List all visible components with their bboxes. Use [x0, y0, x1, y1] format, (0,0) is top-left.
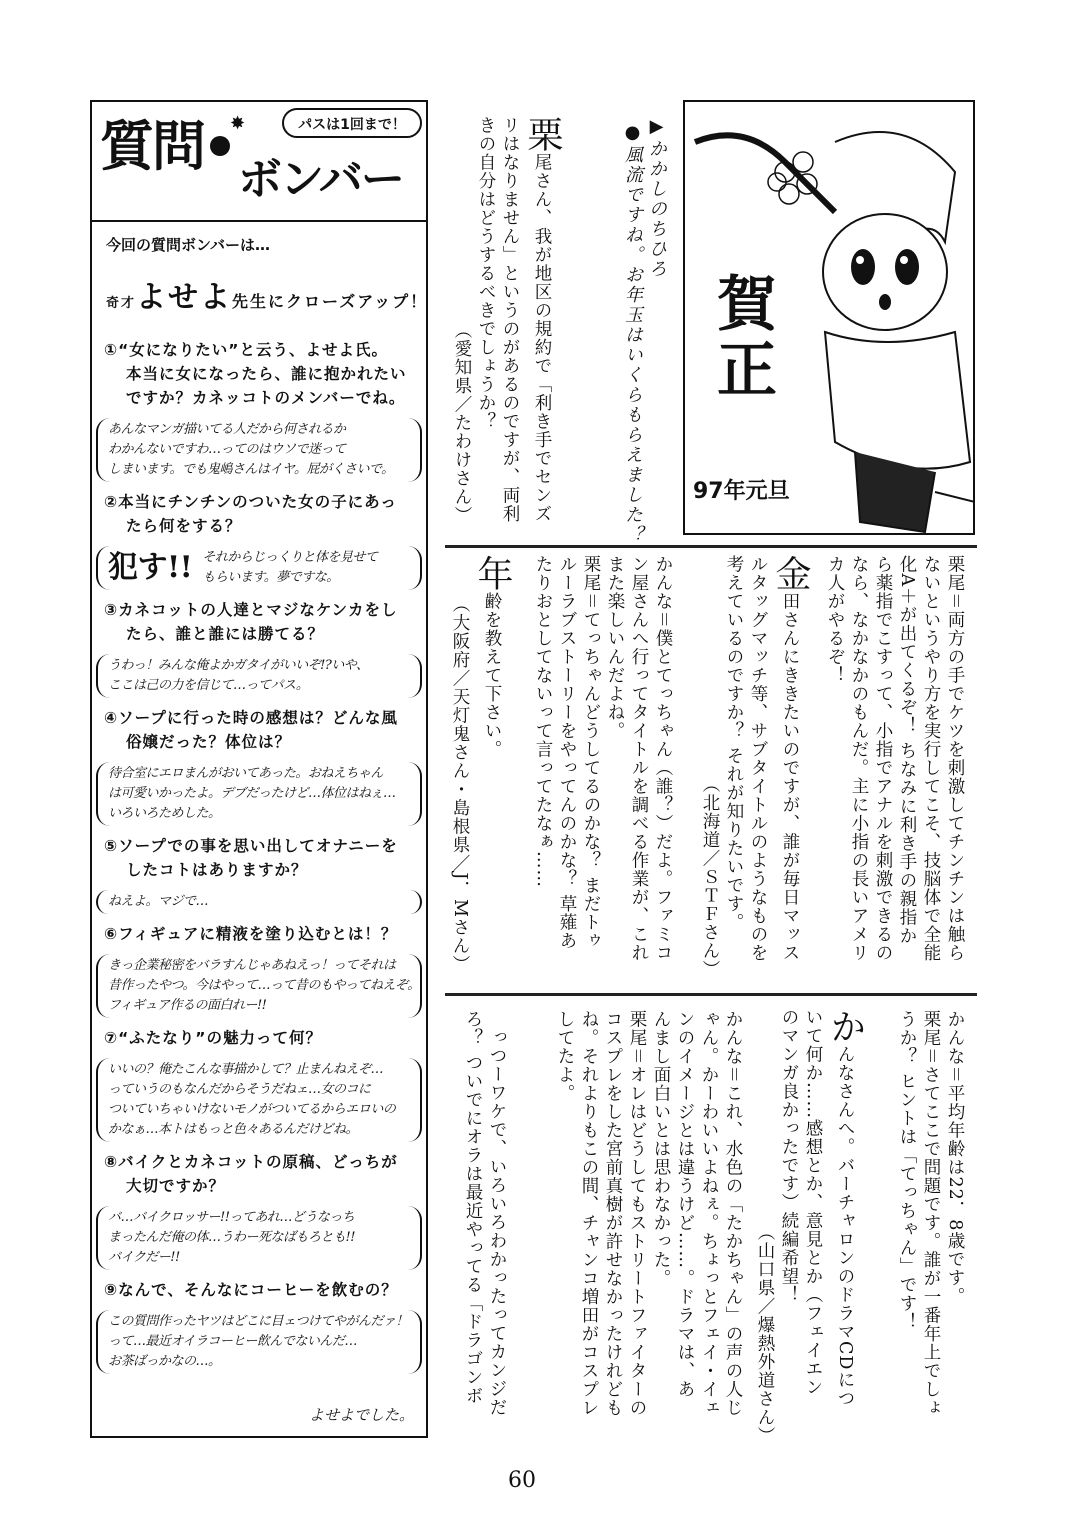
text-column: ろ？ ついでにオラは最近やってる「ドラゴンボ	[463, 1010, 483, 1406]
text-column: なら、なかなかのもんだ。主に小指の長いアメリ	[849, 555, 869, 962]
answer-line: いろいろためした。	[108, 806, 221, 821]
answer-line: って…最近オイラコーヒー飲んでないんだ…	[108, 1334, 357, 1349]
answer-line: わかんないですわ…ってのはウソで迷って	[108, 442, 346, 457]
question-bomber-box	[90, 100, 428, 1438]
answer-line: うわっ！みんな俺よかガタイがいいぞ!?いや、	[108, 658, 369, 673]
answer-line: バイクだー!!	[108, 1250, 180, 1265]
answer-line: ねえよ。マジで…	[108, 894, 209, 909]
drop-initial: か	[825, 1008, 866, 1045]
bomb-icon	[210, 136, 230, 156]
text-column: うか？ ヒントは「てっちゃん」です！	[897, 1010, 917, 1332]
question-line: たら、誰と誰には勝てる？	[126, 625, 325, 643]
answer	[96, 1206, 422, 1270]
answer-text	[108, 1312, 412, 1372]
drop-initial: 金	[770, 555, 811, 592]
closeup-line	[106, 280, 428, 322]
question-line: ①“女になりたい”と云う、よせよ氏。	[104, 341, 388, 359]
text-column: 栗尾＝両方の手でケツを刺激してチンチンは触ら	[945, 555, 965, 962]
answer-line: もらいます。夢ですな。	[202, 570, 339, 585]
text-column: また楽しいんだよね。	[605, 555, 625, 740]
letter-line	[825, 1008, 865, 1445]
question-line: ③カネコットの人達とマジなケンカをし	[104, 601, 398, 619]
spark-icon: ✸	[230, 113, 246, 134]
answer-line: っていうのもなんだからそうだねェ…女のコに	[108, 1082, 371, 1097]
answer-2	[531, 555, 675, 962]
answer-3	[895, 1010, 967, 1417]
letter-text: 尾さん、我が地区の規約で「利き手でセンズ	[532, 153, 552, 523]
answer-line: は可愛いかったよ。デブだったけど…体位はねぇ…	[108, 786, 396, 801]
answer-emphasis: 犯す!!	[108, 550, 193, 585]
answer-text	[108, 656, 412, 696]
answer	[96, 418, 422, 482]
letter-text: んなさんへ。バーチャロンのドラマCDにつ	[835, 1045, 855, 1408]
answer-line: きっ企業秘密をバラすんじゃあねえっ！ってそれは	[108, 958, 396, 973]
letter-credit: （大阪府／天灯鬼さん・島根県／J．Mさん）	[450, 595, 470, 974]
divider	[445, 545, 977, 548]
answer-1	[823, 555, 967, 962]
question	[104, 490, 422, 538]
question-line: ②本当にチンチンのついた女の子にあっ	[104, 493, 397, 511]
text-column: ないというやり方を実行してこそ、技脳体で全能	[921, 555, 941, 962]
question	[104, 338, 422, 410]
text-column: してたよ。	[555, 1010, 575, 1103]
divider	[445, 993, 977, 996]
text-column: ン屋さんへ行ってタイトルを調べる作業が、これ	[629, 555, 649, 962]
closeup-suffix: 先生にクローズアップ！	[232, 292, 429, 311]
answer	[96, 654, 422, 698]
answer	[96, 1058, 422, 1142]
question-line: ⑨なんで、そんなにコーヒーを飲むの？	[104, 1281, 398, 1299]
text-column: ンのイメージとは違うけど……。ドラマは、あ	[675, 1010, 695, 1399]
greeting-text: 賀正	[707, 272, 777, 404]
text-column: かんな＝平均年齢は22．8歳です。	[945, 1010, 965, 1306]
answer-text	[108, 1208, 412, 1268]
letter-line: 考えているのですか？ それが知りたいです。	[724, 555, 744, 932]
text-column: かんな＝僕とてっちゃん（誰？）だよ。ファミコ	[653, 555, 673, 962]
speech-bubble: パスは1回まで！	[282, 108, 422, 138]
question	[104, 1278, 422, 1302]
letter-line: きの自分はどうするべきでしょうか？	[476, 116, 496, 431]
question-line: たら何をする？	[126, 517, 242, 535]
page-number: 60	[508, 1468, 536, 1493]
letter-sender: ▶かかしのちひろ	[646, 116, 667, 279]
answer-text	[108, 420, 412, 480]
answer-line: バ…バイクロッサー!!ってあれ…どうなっち	[108, 1210, 355, 1225]
letter-line	[522, 116, 562, 525]
letter-text: 齢を教えて下さい。	[482, 592, 502, 759]
letter-line: のマンガ良かったです）続編希望！	[779, 1008, 799, 1304]
letter-line: いて何か……感想とか、意見とか（フェイエン	[803, 1008, 823, 1397]
letter-line	[472, 555, 512, 973]
cherry-blossom-icon	[768, 152, 817, 204]
reader-letter-1	[450, 116, 562, 525]
closeup-name: よせよ	[136, 280, 233, 315]
answer-line: それからじっくりと体を見せて	[202, 550, 378, 565]
answer-text	[108, 956, 420, 1016]
question-line: ですか？カネッコトのメンバーでね。	[126, 389, 406, 407]
question	[104, 598, 422, 646]
letter-credit: （北海道／ＳＴＦさん）	[700, 775, 720, 979]
question-line: ⑦“ふたなり”の魅力って何？	[104, 1029, 322, 1047]
question	[104, 706, 422, 754]
closing-text	[461, 1010, 509, 1417]
answer-text	[108, 1060, 412, 1140]
answer-line: ついていちゃいけないモノがついてるからエロいの	[108, 1102, 396, 1117]
answer-line: お茶ばっかなの…。	[108, 1354, 221, 1369]
text-column: ルーラブストーリーをやってんのかな？ 草薙あ	[557, 555, 577, 951]
text-column: カ人がやるぞ！	[825, 555, 845, 685]
question	[104, 922, 422, 946]
question-line: 本当に女になったら、誰に抱かれたい	[126, 365, 407, 383]
signoff: よせよでした。	[308, 1406, 414, 1424]
answer-4	[553, 1010, 745, 1417]
text-column: んまし面白いとは思わなかった。	[651, 1010, 671, 1288]
text-column: っつーワケで、いろいろわかったってカンジだ	[487, 1028, 507, 1417]
text-column: 栗尾＝オレはどうしてもストリートファイターの	[627, 1010, 647, 1417]
letter-credit: （山口県／爆熱外道さん）	[755, 1223, 775, 1445]
question-line: ⑤ソープでの事を思い出してオナニーを	[104, 837, 398, 855]
question-line: 俗嬢だった？体位は？	[126, 733, 292, 751]
drop-initial: 栗	[522, 116, 563, 153]
closeup-prefix: 奇才	[106, 296, 137, 311]
text-column: ゃん。かーわいいよねぇ。ちょっとフェイ・イェ	[699, 1010, 719, 1417]
question-line: したコトはありますか？	[126, 861, 308, 879]
new-year-illustration	[683, 100, 975, 535]
question-line: ④ソープに行った時の感想は？どんな風	[104, 709, 398, 727]
answer	[96, 890, 422, 914]
answer-line: あんなマンガ描いてる人だから何されるか	[108, 422, 346, 437]
qa-list	[92, 338, 426, 1374]
letter-line: ルタッグマッチ等、サブタイトルのようなものを	[748, 555, 768, 962]
answer-line: この質問作ったヤツはどこに目ェつけてやがんだァ！	[108, 1314, 409, 1329]
letter-credit: （愛知県／たわけさん）	[452, 321, 472, 525]
question-line: ⑧バイクとカネコットの原稿、どっちが	[104, 1153, 398, 1171]
answer-line: しまいます。でも鬼嶋さんはイヤ。屁がくさいで。	[108, 462, 394, 477]
letter-text: 田さんにききたいのですが、誰が毎日マッス	[780, 592, 800, 962]
text-column: 栗尾＝てっちゃんどうしてるのかな？ まだトゥ	[581, 555, 601, 951]
answer	[96, 1310, 422, 1374]
letter-line	[770, 555, 810, 979]
answer-line: フィギュア作るの面白れー!!	[108, 998, 267, 1013]
reader-letter-2	[698, 555, 810, 979]
text-column: 化A＋が出てくるぞ！ ちなみに利き手の親指か	[897, 555, 917, 946]
answer-line: 昔作ったやつ。今はやって…って昔のもやってねえぞ。	[108, 978, 420, 993]
title-bomber: ボンバー	[238, 154, 403, 205]
text-column: コスプレをした宮前真樹が許せなかったけれども	[603, 1010, 623, 1417]
text-column: ら薬指でこすって、小指でアナルを刺激できるの	[873, 555, 893, 962]
text-column: かんな＝これ、水色の「たかちゃん」の声の人じ	[723, 1010, 743, 1417]
answer-line: 待合室にエロまんがおいてあった。おねえちゃん	[108, 766, 383, 781]
answer-text	[202, 548, 377, 588]
answer-line: かなぁ…本トはもっと色々あるんだけどね。	[108, 1122, 359, 1137]
answer-line: まったんだ俺の体…うわー死なばもろとも!!	[108, 1230, 355, 1245]
reader-letter-4	[753, 1008, 865, 1445]
drop-initial: 年	[472, 555, 513, 592]
title-area	[92, 102, 426, 222]
text-column: ね。それよりもこの間、チャンコ増田がコスプレ	[579, 1010, 599, 1417]
answer-line: いいの？俺たこんな事描かして？止まんねえぞ…	[108, 1062, 384, 1077]
question	[104, 1150, 422, 1198]
letter-sender-block	[620, 116, 668, 545]
answer	[96, 546, 422, 590]
question	[104, 1026, 422, 1050]
date-text: 97年元旦	[693, 479, 790, 504]
intro-text: 今回の質問ボンバーは…	[106, 236, 270, 254]
letter-message: ●風流ですね。お年玉はいくらもらえました？	[622, 122, 643, 545]
title-question: 質問	[100, 115, 204, 178]
answer-text	[108, 892, 412, 912]
text-column: たりおとしてないって言ってたなぁ……	[533, 555, 553, 888]
answer	[96, 762, 422, 826]
question-line: ⑥フィギュアに精液を塗り込むとは！？	[104, 925, 398, 943]
answer-line: ここは己の力を信じて…ってパス。	[108, 678, 309, 693]
reader-letter-3	[448, 555, 512, 973]
answer	[96, 954, 422, 1018]
question	[104, 834, 422, 882]
text-column: 栗尾＝さてここで問題です。誰が一番年上でしょ	[921, 1010, 941, 1417]
question-line: 大切ですか？	[126, 1177, 226, 1195]
answer-text	[108, 764, 412, 824]
letter-line: リはなりません」というのがあるのですが、両利	[500, 116, 520, 523]
